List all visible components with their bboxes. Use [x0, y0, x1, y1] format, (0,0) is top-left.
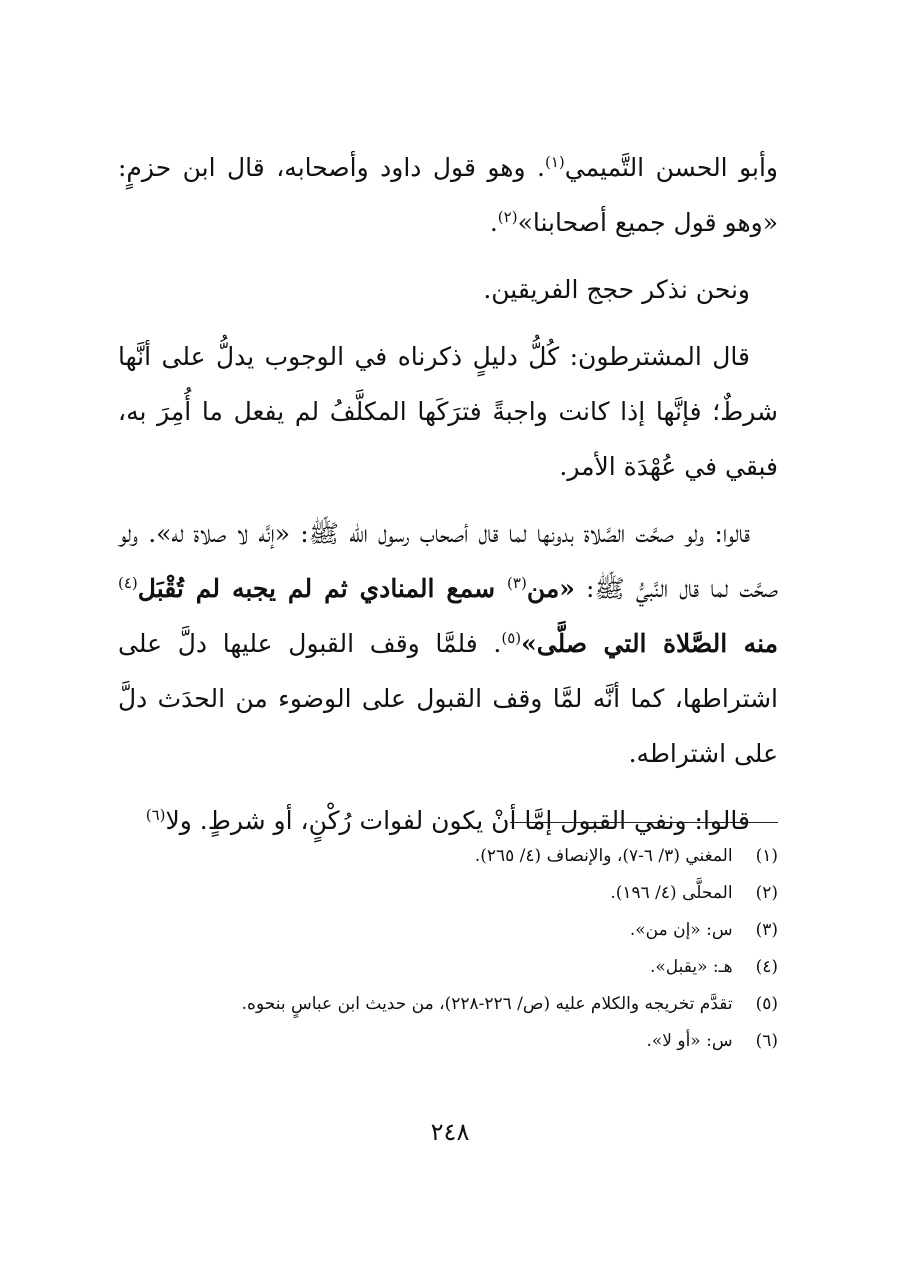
footnote-2 — [118, 875, 778, 912]
footnote-1 — [118, 838, 778, 875]
main-text — [118, 140, 778, 860]
footnote-number: (١) — [755, 846, 778, 866]
footnote-ref-5[interactable]: (٥) — [501, 629, 522, 647]
text-span: . فلمَّا وقف القبول عليها دلَّ على اشتراطها، كما أنَّه لمَّا وقف القبول على الوضوء من الحدَث دلَّ على اشتراطه. — [118, 629, 778, 768]
text-span: . — [489, 208, 498, 237]
footnote-text: س: «إن من». — [629, 920, 733, 940]
footnote-ref-4[interactable]: (٤) — [118, 574, 138, 592]
footnote-text: المحلَّى (٤/ ١٩٦). — [610, 883, 733, 903]
footnote-separator — [510, 822, 778, 823]
footnote-6 — [118, 1023, 778, 1060]
footnote-text: تقدَّم تخريجه والكلام عليه (ص/ ٢٢٦-٢٢٨)، من حديث ابن عباسٍ بنحوه. — [241, 994, 733, 1014]
paragraph-2: ونحن نذكر حجج الفريقين. — [483, 275, 750, 304]
text-span: قالوا: ونفي القبول إمَّا أنْ يكون لفوات رُكْنٍ، أو شرطٍ. ولا — [165, 806, 750, 835]
footnote-5 — [118, 986, 778, 1023]
footnote-number: (٥) — [755, 994, 778, 1014]
page-number: ٢٤٨ — [430, 1118, 470, 1146]
hadith-text: «من — [526, 574, 575, 603]
footnote-number: (٢) — [755, 883, 778, 903]
footnote-text: هـ: «يقبل». — [649, 957, 733, 977]
footnote-ref-6[interactable]: (٦) — [145, 806, 166, 824]
footnote-ref-3[interactable]: (٣) — [507, 574, 527, 592]
hadith-text: منه الصَّلاة التي صلَّى» — [521, 629, 778, 658]
paragraph-1 — [118, 140, 778, 250]
footnote-number: (٦) — [755, 1031, 778, 1051]
footnote-number: (٣) — [755, 920, 778, 940]
footnote-number: (٤) — [755, 957, 778, 977]
paragraph-4 — [118, 506, 778, 781]
footnote-3 — [118, 912, 778, 949]
footnote-text: المغني (٣/ ٦-٧)، والإنصاف (٤/ ٢٦٥). — [474, 846, 733, 866]
paragraph-3: قال المشترطون: كُلُّ دليلٍ ذكرناه في الوجوب يدلُّ على أنَّها شرطٌ؛ فإنَّها إذا كانت واجبةً فترَكَها المكلَّفُ لم يفعل ما أُمِرَ به، فبقي في عُهْدَة الأمر. — [118, 342, 778, 481]
text-span: وأبو الحسن التَّميمي — [564, 153, 778, 182]
footnote-ref-2[interactable]: (٢) — [497, 208, 518, 226]
text-span: . وهو قول داود وأصحابه، قال ابن حزمٍ: «وهو قول جميع أصحابنا» — [118, 153, 778, 237]
hadith-text: سمع المنادي ثم لم يجبه لم تُقْبَل — [137, 574, 508, 603]
footnotes — [118, 838, 778, 1060]
text-span: قالوا: ولو صحَّت الصَّلاة بدونها لما قال أصحاب رسول الله ﷺ: «إنَّه لا صلاة له». ولو صحَّت لما قال النَّبيُّ ﷺ: — [118, 519, 778, 603]
footnote-ref-1[interactable]: (١) — [544, 153, 565, 171]
footnote-4 — [118, 949, 778, 986]
footnote-text: س: «أو لا». — [646, 1031, 733, 1051]
